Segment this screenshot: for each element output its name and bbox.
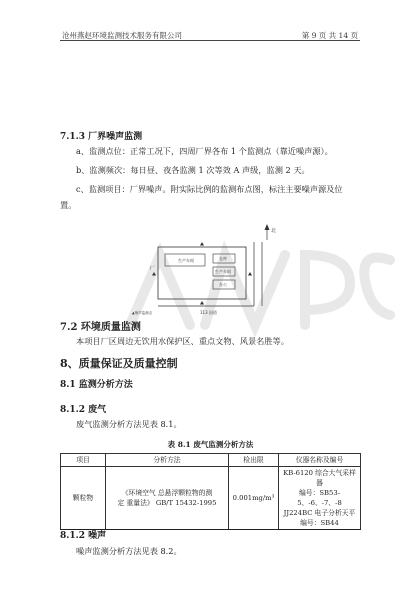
left-mark-label: 厂 xyxy=(150,266,156,272)
paragraph-exhaust-methods: 废气监测分析方法见表 8.1。 xyxy=(76,419,182,429)
section-8-1-2-noise-title: 8.1.2 噪声 xyxy=(60,531,107,541)
paragraph-monitoring-items-cont: 置。 xyxy=(60,200,77,210)
monitoring-layout-diagram xyxy=(130,222,290,318)
cell-instrument-line1: KB-6120 综合大气采样器 xyxy=(283,469,356,487)
north-arrow-icon xyxy=(265,224,270,240)
header-page-number: 第 9 页 共 14 页 xyxy=(301,31,358,40)
cell-method xyxy=(106,467,229,530)
table-header-method: 分析方法 xyxy=(106,454,229,467)
room-warehouse-label: 仓库 xyxy=(219,256,227,261)
paragraph-monitoring-frequency: b、监测频次：每日昼、夜各监测 1 次等效 A 声级，监测 2 天。 xyxy=(76,165,310,175)
paragraph-monitoring-items: c、监测项目：厂界噪声。附实际比例的监测布点图，标注主要噪声源及位 xyxy=(76,184,343,194)
table-header-row xyxy=(61,454,361,467)
room-workshop-2-label: 生产车间 xyxy=(215,269,231,274)
header-company: 沧州燕赵环境监测技术服务有限公司 xyxy=(62,31,182,40)
section-7-2-title: 7.2 环境质量监测 xyxy=(60,322,141,333)
section-7-1-3-title: 7.1.3 厂界噪声监测 xyxy=(60,132,143,142)
room-office-label: 办公 xyxy=(219,282,227,287)
monitor-point-east-icon xyxy=(248,272,252,276)
cell-instrument-line3: JJ224BC 电子分析天平 xyxy=(283,509,356,517)
section-8-title: 8、质量保证及质量控制 xyxy=(60,357,178,370)
road-label: 113 国道 xyxy=(200,310,217,315)
section-8-1-title: 8.1 监测分析方法 xyxy=(60,380,133,390)
paragraph-environment-quality: 本项目厂区周边无饮用水保护区、重点文物、风景名胜等。 xyxy=(76,336,289,346)
cell-method-line1: 《环境空气 总悬浮颗粒物的测 xyxy=(121,489,213,497)
table-caption: 表 8.1 废气监测分析方法 xyxy=(167,440,254,449)
exhaust-analysis-table xyxy=(60,453,361,530)
cell-method-line2: 定 重量法》 GB/T 15432-1995 xyxy=(117,499,217,507)
table-header-item: 项目 xyxy=(61,454,106,467)
room-workshop-1-label: 生产车间 xyxy=(178,258,194,263)
section-8-1-2-title: 8.1.2 废气 xyxy=(60,405,107,415)
monitor-point-south-icon xyxy=(200,301,204,305)
cell-limit: 0.001mg/m³ xyxy=(229,467,279,530)
header-divider xyxy=(60,40,360,41)
cell-instrument xyxy=(279,467,361,530)
cell-item: 颗粒物 xyxy=(61,467,106,530)
north-label: 北 xyxy=(271,228,277,234)
factory-boundary xyxy=(158,247,246,299)
paragraph-monitoring-points: a、监测点位：正常工况下，四周厂界各布 1 个监测点（靠近噪声源）。 xyxy=(76,146,333,156)
monitor-point-west-icon xyxy=(152,272,156,276)
monitor-point-north-icon xyxy=(200,242,204,246)
table-header-instrument: 仪器名称及编号 xyxy=(279,454,361,467)
table-row xyxy=(61,467,361,530)
cell-instrument-line4: 编号：SB44 xyxy=(300,519,339,527)
legend-label: ▲噪声监测点 xyxy=(132,311,153,315)
table-header-limit: 检出限 xyxy=(229,454,279,467)
cell-instrument-line2: 编号：SB53-5、-6、-7、-8 xyxy=(297,489,342,507)
paragraph-noise-methods: 噪声监测分析方法见表 8.2。 xyxy=(76,546,182,556)
